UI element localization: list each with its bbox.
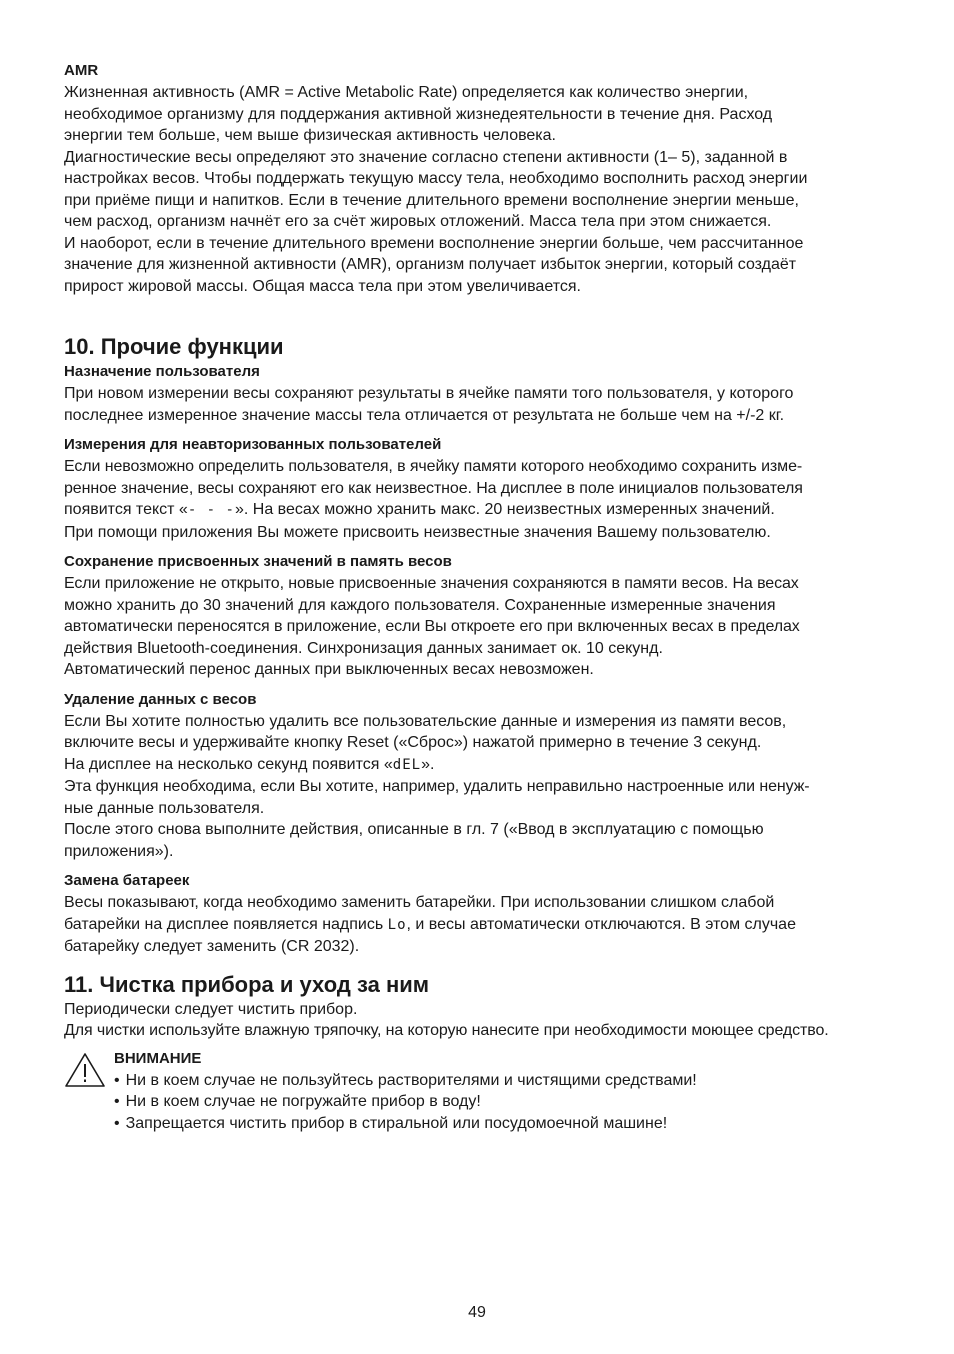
page-number: 49 <box>468 1304 486 1321</box>
deletion-heading: Удаление данных с весов <box>64 690 257 708</box>
display-del-code: dEL <box>392 756 422 773</box>
unauthorized-line: Если невозможно определить пользователя, в ячейку памяти которого необходимо сохранить изме- <box>64 458 803 475</box>
amr-line: энергии тем больше, чем выше физическая активность человека. <box>64 127 556 144</box>
unauthorized-line: появится текст «- - -». На весах можно хранить макс. 20 неизвестных измеренных значений. <box>64 501 775 518</box>
user-assign-line: При новом измерении весы сохраняют результаты в ячейке памяти того пользователя, у которого <box>64 385 794 402</box>
saving-heading: Сохранение присвоенных значений в память весов <box>64 553 452 570</box>
warning-title: ВНИМАНИЕ <box>114 1049 202 1067</box>
user-assign-line: последнее измеренное значение массы тела отличается от результата не больше чем на +/-2 кг. <box>64 406 785 424</box>
amr-heading: AMR <box>64 62 99 79</box>
warning-list <box>114 1070 890 1135</box>
amr-line: И наоборот, если в течение длительного времени восполнение энергии больше, чем рассчитанное <box>64 234 804 252</box>
battery-line: батарейку следует заменить (CR 2032). <box>64 938 360 955</box>
unauthorized-line: При помощи приложения Вы можете присвоить неизвестные значения Вашему пользователю. <box>64 523 771 541</box>
saving-line: автоматически переносятся в приложение, если Вы откроете его при включенных весах в пределах <box>64 618 800 635</box>
battery-line: батарейки на дисплее появляется надпись Lo, и весы автоматически отключаются. В этом случае <box>64 915 796 933</box>
deletion-line: На дисплее на несколько секунд появится «dEL». <box>64 755 435 773</box>
amr-line: чем расход, организм начнёт его за счёт жировых отложений. Масса тела при этом снижается. <box>64 213 772 230</box>
section-10-title: 10. Прочие функции <box>64 334 284 359</box>
saving-line: Если приложение не открыто, новые присвоенные значения сохраняются в памяти весов. На весах <box>64 575 799 592</box>
cleaning-line: Периодически следует чистить прибор. <box>64 1000 358 1018</box>
document-page <box>64 60 890 1134</box>
saving-line: действия Bluetooth-соединения. Синхронизация данных занимает ок. 10 секунд. <box>64 639 663 657</box>
amr-line: Жизненная активность (AMR = Active Metabolic Rate) определяется как количество энергии, <box>64 84 749 101</box>
display-dashes-code: - - - <box>187 502 235 518</box>
list-item: • Ни в коем случае не пользуйтесь растворителями и чистящими средствами! <box>114 1070 890 1092</box>
deletion-line: Эта функция необходима, если Вы хотите, например, удалить неправильно настроенные или ненуж- <box>64 778 810 795</box>
list-item: • Запрещается чистить прибор в стиральной или посудомоечной машине! <box>114 1113 890 1135</box>
battery-heading: Замена батареек <box>64 872 190 889</box>
warning-triangle-icon <box>64 1052 106 1088</box>
amr-line: значение для жизненной активности (AMR), организм получает избыток энергии, который создаёт <box>64 256 797 273</box>
unauthorized-line: ренное значение, весы сохраняют его как неизвестное. На дисплее в поле инициалов пользователя <box>64 479 803 497</box>
saving-line: можно хранить до 30 значений для каждого пользователя. Сохраненные измеренные значения <box>64 596 776 614</box>
amr-line: необходимое организму для поддержания активной жизнедеятельности в течение дня. Расход <box>64 105 773 123</box>
display-lo-code: Lo <box>387 916 407 933</box>
deletion-line: После этого снова выполните действия, описанные в гл. 7 («Ввод в эксплуатацию с помощью <box>64 821 764 838</box>
battery-line: Весы показывают, когда необходимо заменить батарейки. При использовании слишком слабой <box>64 894 775 911</box>
cleaning-line: Для чистки используйте влажную тряпочку, на которую нанесите при необходимости моющее средство. <box>64 1022 829 1039</box>
deletion-line: ные данные пользователя. <box>64 799 265 817</box>
amr-line: Диагностические весы определяют это значение согласно степени активности (1– 5), заданной в <box>64 148 788 166</box>
warning-block <box>64 1048 890 1135</box>
section-11-title: 11. Чистка прибора и уход за ним <box>64 971 430 997</box>
user-assign-heading: Назначение пользователя <box>64 363 260 380</box>
amr-line: настройках весов. Чтобы поддержать текущую массу тела, необходимо восполнить расход энергии <box>64 170 808 187</box>
amr-line: прирост жировой массы. Общая масса тела при этом увеличивается. <box>64 277 581 295</box>
unauthorized-heading: Измерения для неавторизованных пользователей <box>64 436 442 453</box>
deletion-line: включите весы и удерживайте кнопку Reset («Сброс») нажатой примерно в течение 3 секунд. <box>64 734 762 751</box>
deletion-line: приложения»). <box>64 842 174 860</box>
deletion-line: Если Вы хотите полностью удалить все пользовательские данные и измерения из памяти весов, <box>64 712 787 730</box>
list-item: • Ни в коем случае не погружайте прибор в воду! <box>114 1091 890 1113</box>
amr-line: при приёме пищи и напитков. Если в течение длительного времени восполнение энергии меньше, <box>64 191 799 209</box>
saving-line: Автоматический перенос данных при выключенных весах невозможен. <box>64 661 594 678</box>
